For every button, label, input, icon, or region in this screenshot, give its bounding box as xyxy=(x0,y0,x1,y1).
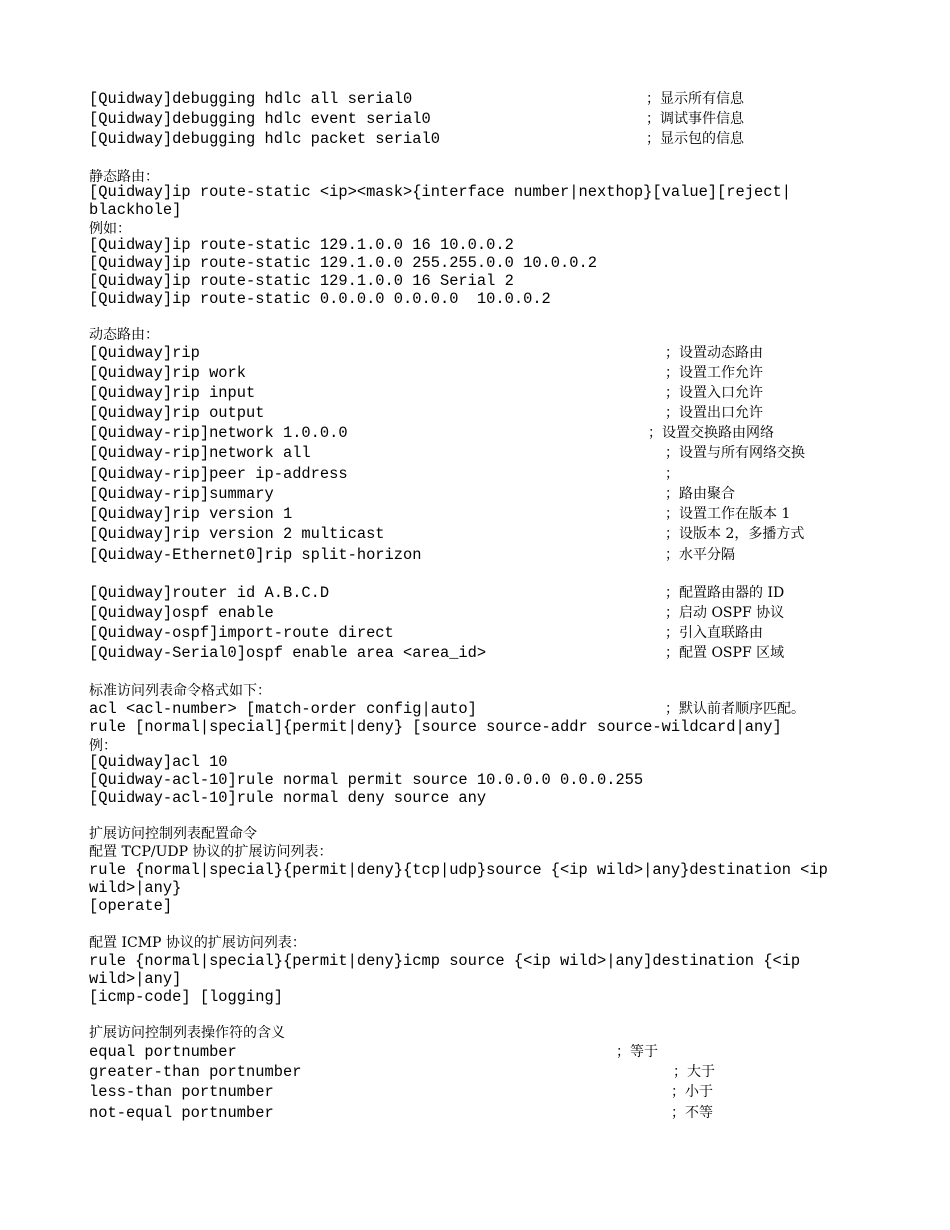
debug-all-comment: ；显示所有信息 xyxy=(646,91,744,107)
operator-comment: ；大于 xyxy=(673,1064,715,1080)
rip-command-line: [Quidway]rip version 1 xyxy=(89,505,293,523)
operator-line: greater-than portnumber xyxy=(89,1063,302,1081)
operators-heading: 扩展访问控制列表操作符的含义 xyxy=(89,1025,285,1041)
operator-line: equal portnumber xyxy=(89,1043,237,1061)
rip-comment: ；设置入口允许 xyxy=(665,385,763,401)
static-example-label: 例如： xyxy=(89,221,131,237)
static-example-line: [Quidway]ip route-static 129.1.0.0 16 Serial 2 xyxy=(89,272,514,290)
debug-all-line: [Quidway]debugging hdlc all serial0 xyxy=(89,90,413,108)
rule-syntax-line: rule [normal|special]{permit|deny} [source source-addr source-wildcard|any] xyxy=(89,718,782,736)
standard-acl-heading: 标准访问列表命令格式如下： xyxy=(89,683,271,699)
icmp-rule-line: wild>|any] xyxy=(89,970,182,988)
acl-syntax-comment: ；默认前者顺序匹配。 xyxy=(665,701,805,717)
ospf-command-line: [Quidway-Serial0]ospf enable area <area_id> xyxy=(89,644,487,662)
acl-example-label: 例： xyxy=(89,738,117,754)
ospf-command-line: [Quidway]ospf enable xyxy=(89,604,274,622)
rip-comment: ；水平分隔 xyxy=(665,547,735,563)
tcp-udp-subheading: 配置 TCP/UDP 协议的扩展访问列表： xyxy=(89,844,333,860)
ospf-comment: ；引入直联路由 xyxy=(665,625,763,641)
rip-command-line: [Quidway-rip]peer ip-address xyxy=(89,465,348,483)
icmp-rule-line: rule {normal|special}{permit|deny}icmp source {<ip wild>|any]destination {<ip xyxy=(89,952,801,970)
ospf-comment: ；配置 OSPF 区域 xyxy=(665,645,785,661)
debug-event-comment: ；调试事件信息 xyxy=(646,111,744,127)
icmp-subheading: 配置 ICMP 协议的扩展访问列表： xyxy=(89,935,306,951)
rip-comment: ；设版本 2，多播方式 xyxy=(665,526,805,542)
operator-comment: ；等于 xyxy=(616,1044,658,1060)
static-route-syntax: [Quidway]ip route-static <ip><mask>{interface number|nexthop}[value][reject| xyxy=(89,183,791,201)
rip-comment: ； xyxy=(665,466,679,482)
rip-command-line: [Quidway-rip]network all xyxy=(89,444,311,462)
rip-command-line: [Quidway]rip output xyxy=(89,404,265,422)
ospf-command-line: [Quidway]router id A.B.C.D xyxy=(89,584,330,602)
rip-comment: ；设置工作在版本 1 xyxy=(665,506,791,522)
acl-example-line: [Quidway]acl 10 xyxy=(89,753,228,771)
operator-line: less-than portnumber xyxy=(89,1083,274,1101)
ospf-command-line: [Quidway-ospf]import-route direct xyxy=(89,624,394,642)
tcp-udp-rule-line: [operate] xyxy=(89,897,173,915)
rip-comment: ；设置动态路由 xyxy=(665,345,763,361)
ospf-comment: ；配置路由器的 ID xyxy=(665,585,785,601)
icmp-rule-line: [icmp-code] [logging] xyxy=(89,988,283,1006)
debug-packet-comment: ；显示包的信息 xyxy=(646,131,744,147)
rip-comment: ；路由聚合 xyxy=(665,486,735,502)
rip-command-line: [Quidway]rip input xyxy=(89,384,256,402)
rip-comment: ；设置与所有网络交换 xyxy=(665,445,805,461)
rip-command-line: [Quidway]rip version 2 multicast xyxy=(89,525,385,543)
rip-comment: ；设置出口允许 xyxy=(665,405,763,421)
rip-command-line: [Quidway-rip]network 1.0.0.0 xyxy=(89,424,348,442)
operator-comment: ；小于 xyxy=(671,1084,713,1100)
dynamic-route-heading: 动态路由： xyxy=(89,327,159,343)
acl-example-line: [Quidway-acl-10]rule normal deny source any xyxy=(89,789,487,807)
ospf-comment: ；启动 OSPF 协议 xyxy=(665,605,785,621)
debug-packet-line: [Quidway]debugging hdlc packet serial0 xyxy=(89,130,440,148)
rip-command-line: [Quidway-rip]summary xyxy=(89,485,274,503)
rip-command-line: [Quidway]rip xyxy=(89,344,200,362)
static-example-line: [Quidway]ip route-static 129.1.0.0 16 10.0.0.2 xyxy=(89,236,514,254)
debug-event-line: [Quidway]debugging hdlc event serial0 xyxy=(89,110,431,128)
acl-syntax-line: acl <acl-number> [match-order config|auto] xyxy=(89,700,477,718)
static-route-syntax-cont: blackhole] xyxy=(89,201,182,219)
operator-comment: ；不等 xyxy=(671,1105,713,1121)
rip-comment: ；设置工作允许 xyxy=(665,365,763,381)
static-example-line: [Quidway]ip route-static 0.0.0.0 0.0.0.0 10.0.0.2 xyxy=(89,290,551,308)
operator-line: not-equal portnumber xyxy=(89,1104,274,1122)
extended-acl-heading: 扩展访问控制列表配置命令 xyxy=(89,826,257,842)
acl-example-line: [Quidway-acl-10]rule normal permit source 10.0.0.0 0.0.0.255 xyxy=(89,771,644,789)
tcp-udp-rule-line: wild>|any} xyxy=(89,879,182,897)
rip-command-line: [Quidway-Ethernet0]rip split-horizon xyxy=(89,546,422,564)
rip-command-line: [Quidway]rip work xyxy=(89,364,247,382)
static-route-heading: 静态路由： xyxy=(89,169,159,185)
tcp-udp-rule-line: rule {normal|special}{permit|deny}{tcp|udp}source {<ip wild>|any}destination <ip xyxy=(89,861,828,879)
rip-comment: ；设置交换路由网络 xyxy=(648,425,774,441)
static-example-line: [Quidway]ip route-static 129.1.0.0 255.255.0.0 10.0.0.2 xyxy=(89,254,597,272)
